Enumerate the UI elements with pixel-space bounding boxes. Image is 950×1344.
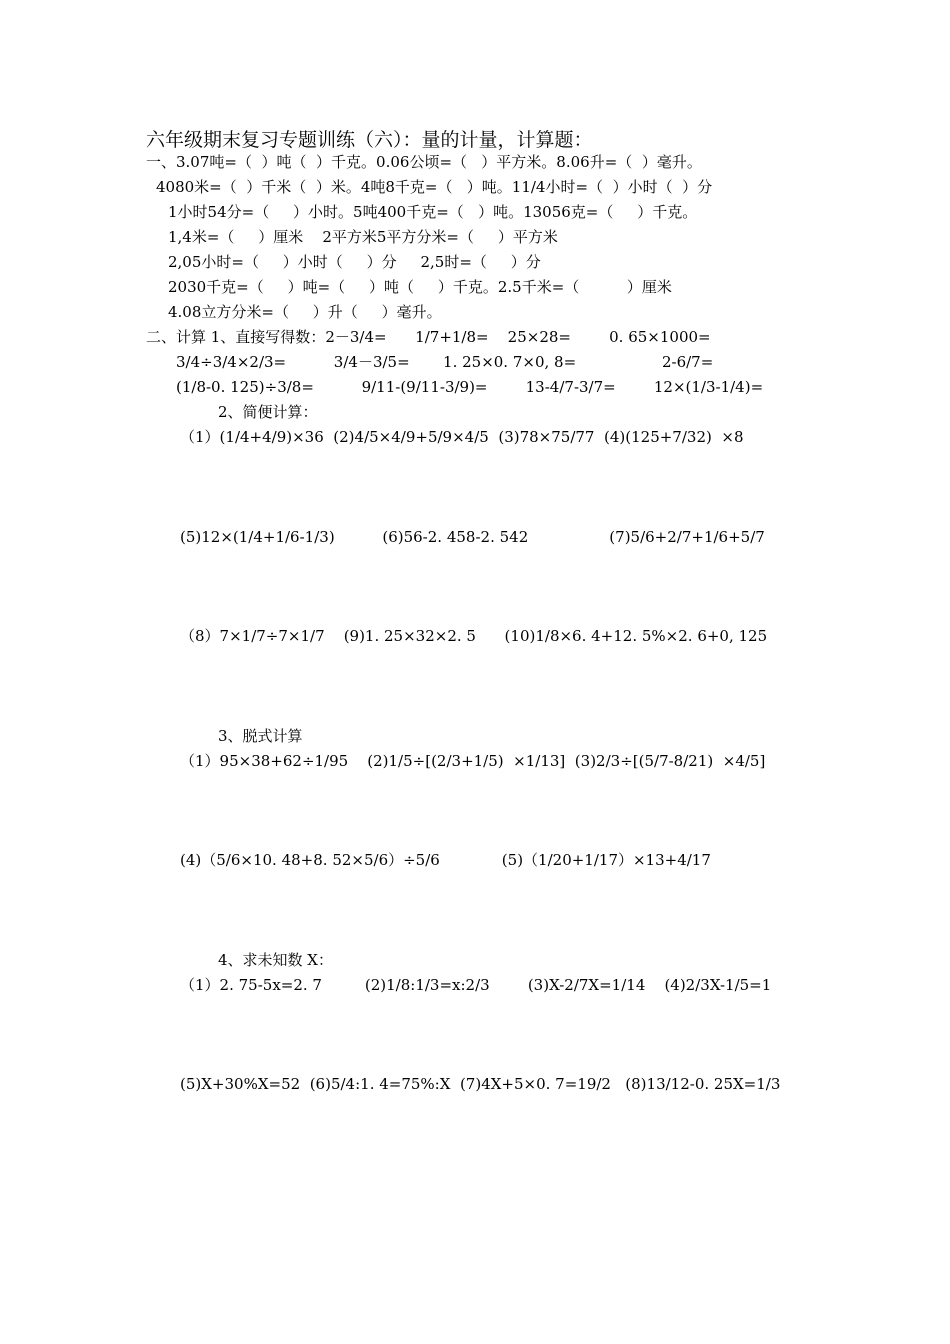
step-calc-row: (4)（5/6×10. 48+8. 52×5/6）÷5/6 (5)（1/20+1/17）×13+4/17	[180, 851, 711, 869]
unit-conversion-line: 4080米=（ ）千米（ ）米。4吨8千克=（ ）吨。11/4小时=（ ）小时（ ）分	[156, 178, 713, 196]
step-calc-heading: 3、脱式计算	[218, 727, 303, 745]
unit-conversion-line: 1,4米=（ ）厘米 2平方米5平方分米=（ ）平方米	[168, 228, 558, 246]
solve-x-heading: 4、求未知数 X：	[218, 951, 333, 969]
direct-calc-line: (1/8-0. 125)÷3/8= 9/11-(9/11-3/9)= 13-4/7-3/7= 12×(1/3-1/4)=	[176, 378, 764, 396]
solve-x-row: (5)X+30%X=52 (6)5/4:1. 4=75%:X (7)4X+5×0. 7=19/2 (8)13/12-0. 25X=1/3	[180, 1075, 781, 1093]
simple-calc-row: （1）(1/4+4/9)×36 (2)4/5×4/9+5/9×4/5 (3)78×75/77 (4)(125+7/32) ×8	[180, 428, 744, 446]
simple-calc-row: (5)12×(1/4+1/6-1/3) (6)56-2. 458-2. 542 (7)5/6+2/7+1/6+5/7	[180, 528, 765, 546]
simple-calc-heading: 2、简便计算：	[218, 403, 318, 421]
unit-conversion-line: 一、3.07吨=（ ）吨（ ）千克。0.06公顷=（ ）平方米。8.06升=（ ）毫升。	[146, 153, 702, 171]
step-calc-row: （1）95×38+62÷1/95 (2)1/5÷[(2/3+1/5) ×1/13] (3)2/3÷[(5/7-8/21) ×4/5]	[180, 752, 766, 770]
page-title: 六年级期末复习专题训练（六）：量的计量，计算题：	[146, 129, 593, 151]
unit-conversion-line: 1小时54分=（ ）小时。5吨400千克=（ ）吨。13056克=（ ）千克。	[168, 203, 698, 221]
direct-calc-line: 3/4÷3/4×2/3= 3/4－3/5= 1. 25×0. 7×0, 8= 2-6/7=	[176, 353, 714, 371]
unit-conversion-line: 2,05小时=（ ）小时（ ）分 2,5时=（ ）分	[168, 253, 541, 271]
direct-calc-intro: 二、计算 1、直接写得数：2－3/4= 1/7+1/8= 25×28= 0. 65×1000=	[146, 328, 711, 346]
simple-calc-row: （8）7×1/7÷7×1/7 (9)1. 25×32×2. 5 (10)1/8×6. 4+12. 5%×2. 6+0, 125	[180, 627, 768, 645]
solve-x-row: （1）2. 75-5x=2. 7 (2)1/8:1/3=x:2/3 (3)X-2/7X=1/14 (4)2/3X-1/5=1	[180, 976, 772, 994]
unit-conversion-line: 4.08立方分米=（ ）升（ ）毫升。	[168, 303, 442, 321]
unit-conversion-line: 2030千克=（ ）吨=（ ）吨（ ）千克。2.5千米=（ ）厘米	[168, 278, 672, 296]
